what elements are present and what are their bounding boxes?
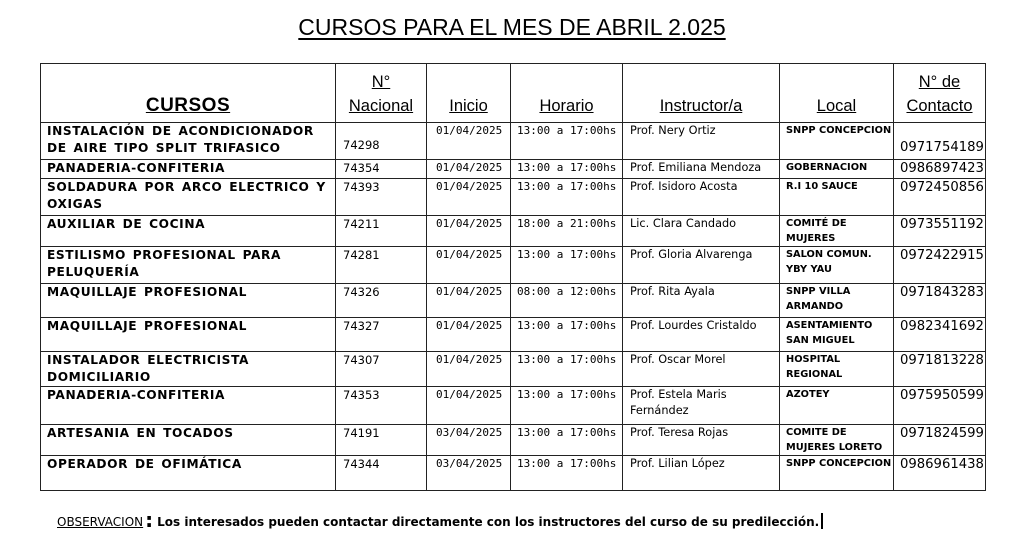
row-contacto: 0982341692: [894, 318, 986, 352]
row-local: COMITE DE MUJERES LORETO: [780, 425, 894, 456]
row-nacional: 74307: [336, 352, 427, 387]
observation-colon: :: [145, 508, 154, 532]
row-instructor: Lic. Clara Candado: [623, 216, 780, 247]
row-inicio: 03/04/2025: [427, 456, 511, 491]
row-instructor: Prof. Rita Ayala: [623, 284, 780, 318]
row-instructor: Prof. Lourdes Cristaldo: [623, 318, 780, 352]
row-inicio: 01/04/2025: [427, 216, 511, 247]
row-nacional: 74281: [336, 247, 427, 284]
row-instructor: Prof. Lilian López: [623, 456, 780, 491]
row-instructor: Prof. Gloria Alvarenga: [623, 247, 780, 284]
header-horario: Horario: [511, 64, 623, 123]
row-contacto: 0971843283: [894, 284, 986, 318]
row-local: ASENTAMIENTO SAN MIGUEL: [780, 318, 894, 352]
text-cursor: [821, 513, 823, 529]
header-contacto: N° de Contacto: [894, 64, 986, 123]
row-local: R.I 10 SAUCE: [780, 179, 894, 216]
row-curso: INSTALADOR ELECTRICISTA DOMICILIARIO: [41, 352, 336, 387]
table-row: [41, 425, 986, 456]
table-row: [41, 352, 986, 387]
table-row: [41, 123, 986, 160]
row-instructor: Prof. Oscar Morel: [623, 352, 780, 387]
row-nacional: 74353: [336, 387, 427, 425]
row-instructor: Prof. Estela Maris Fernández: [623, 387, 780, 425]
row-curso: MAQUILLAJE PROFESIONAL: [41, 284, 336, 318]
row-inicio: 01/04/2025: [427, 387, 511, 425]
row-horario: 13:00 a 17:00hs: [511, 456, 623, 491]
row-horario: 13:00 a 17:00hs: [511, 123, 623, 160]
row-nacional: 74298: [336, 123, 427, 160]
row-inicio: 01/04/2025: [427, 247, 511, 284]
row-local: AZOTEY: [780, 387, 894, 425]
row-inicio: 01/04/2025: [427, 179, 511, 216]
row-local: GOBERNACION: [780, 160, 894, 179]
row-curso: PANADERIA-CONFITERIA: [41, 160, 336, 179]
row-curso: ESTILISMO PROFESIONAL PARA PELUQUERÍA: [41, 247, 336, 284]
row-curso: INSTALACIÓN DE ACONDICIONADOR DE AIRE TIPO SPLIT TRIFASICO: [41, 123, 336, 160]
header-inicio: Inicio: [427, 64, 511, 123]
header-local: Local: [780, 64, 894, 123]
row-contacto: 0972422915: [894, 247, 986, 284]
row-curso: OPERADOR DE OFIMÁTICA: [41, 456, 336, 491]
row-curso: SOLDADURA POR ARCO ELECTRICO Y OXIGAS: [41, 179, 336, 216]
row-contacto: 0971754189: [894, 123, 986, 160]
page-title: CURSOS PARA EL MES DE ABRIL 2.025: [298, 14, 726, 40]
row-nacional: 74393: [336, 179, 427, 216]
row-local: SALON COMUN. YBY YAU: [780, 247, 894, 284]
header-cursos: CURSOS: [41, 64, 336, 123]
row-instructor: Prof. Teresa Rojas: [623, 425, 780, 456]
row-horario: 13:00 a 17:00hs: [511, 352, 623, 387]
row-nacional: 74326: [336, 284, 427, 318]
row-contacto: 0975950599: [894, 387, 986, 425]
row-nacional: 74327: [336, 318, 427, 352]
row-curso: MAQUILLAJE PROFESIONAL: [41, 318, 336, 352]
row-nacional: 74191: [336, 425, 427, 456]
row-horario: 13:00 a 17:00hs: [511, 179, 623, 216]
row-nacional: 74344: [336, 456, 427, 491]
row-contacto: 0986961438: [894, 456, 986, 491]
row-inicio: 01/04/2025: [427, 318, 511, 352]
row-contacto: 0971813228: [894, 352, 986, 387]
row-curso: AUXILIAR DE COCINA: [41, 216, 336, 247]
row-contacto: 0986897423: [894, 160, 986, 179]
row-horario: 18:00 a 21:00hs: [511, 216, 623, 247]
row-local: SNPP CONCEPCION: [780, 123, 894, 160]
table-body: [41, 123, 986, 491]
courses-table: [40, 63, 986, 491]
table-row: [41, 387, 986, 425]
row-inicio: 03/04/2025: [427, 425, 511, 456]
table-row: [41, 179, 986, 216]
row-instructor: Prof. Nery Ortiz: [623, 123, 780, 160]
row-curso: ARTESANIA EN TOCADOS: [41, 425, 336, 456]
row-curso: PANADERIA-CONFITERIA: [41, 387, 336, 425]
row-local: COMITÉ DE MUJERES: [780, 216, 894, 247]
row-contacto: 0973551192: [894, 216, 986, 247]
row-local: SNPP VILLA ARMANDO: [780, 284, 894, 318]
table-row: [41, 456, 986, 491]
table-row: [41, 247, 986, 284]
header-instructor: Instructor/a: [623, 64, 780, 123]
row-nacional: 74211: [336, 216, 427, 247]
row-inicio: 01/04/2025: [427, 123, 511, 160]
row-horario: 13:00 a 17:00hs: [511, 387, 623, 425]
row-nacional: 74354: [336, 160, 427, 179]
header-row: [41, 64, 986, 123]
header-nacional: N° Nacional: [336, 64, 427, 123]
observation-label: OBSERVACION: [57, 515, 144, 529]
row-instructor: Prof. Emiliana Mendoza: [623, 160, 780, 179]
row-contacto: 0971824599: [894, 425, 986, 456]
row-local: HOSPITAL REGIONAL: [780, 352, 894, 387]
table-row: [41, 284, 986, 318]
row-inicio: 01/04/2025: [427, 160, 511, 179]
row-inicio: 01/04/2025: [427, 284, 511, 318]
row-horario: 13:00 a 17:00hs: [511, 425, 623, 456]
row-contacto: 0972450856: [894, 179, 986, 216]
row-local: SNPP CONCEPCION: [780, 456, 894, 491]
row-inicio: 01/04/2025: [427, 352, 511, 387]
row-instructor: Prof. Isidoro Acosta: [623, 179, 780, 216]
table-row: [41, 318, 986, 352]
row-horario: 13:00 a 17:00hs: [511, 160, 623, 179]
row-horario: 13:00 a 17:00hs: [511, 247, 623, 284]
observation-text: Los interesados pueden contactar directamente con los instructores del curso de su predilección.: [157, 515, 820, 529]
row-horario: 13:00 a 17:00hs: [511, 318, 623, 352]
observation-note: [57, 508, 823, 532]
table-row: [41, 160, 986, 179]
table-row: [41, 216, 986, 247]
row-horario: 08:00 a 12:00hs: [511, 284, 623, 318]
